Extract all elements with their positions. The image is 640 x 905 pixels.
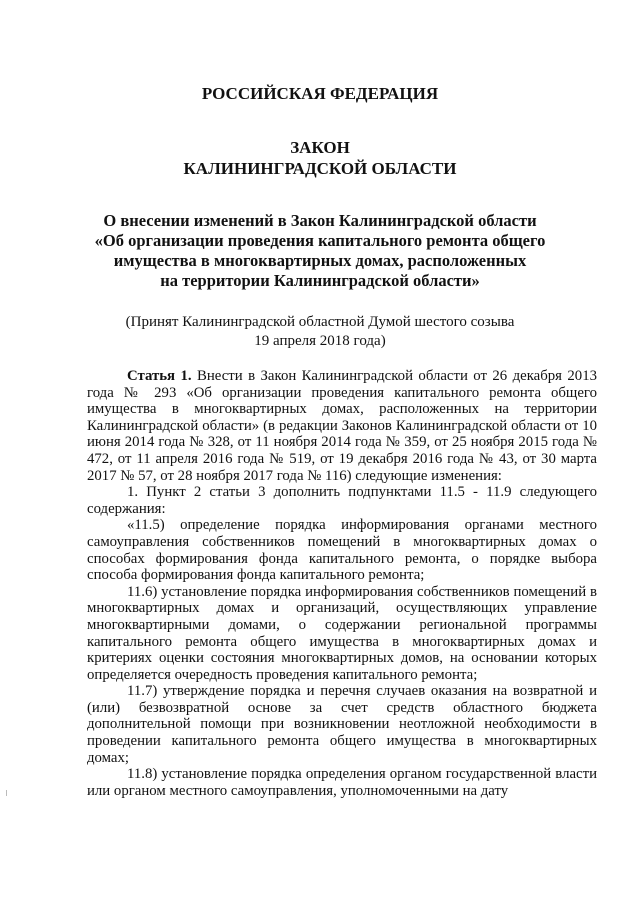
law-title-line: имущества в многоквартирных домах, расположенных <box>113 251 527 270</box>
law-title-line: на территории Калининградской области» <box>160 271 480 290</box>
region-heading: КАЛИНИНГРАДСКОЙ ОБЛАСТИ <box>183 159 457 178</box>
body-paragraph: 11.8) установление порядка определения органом государственной власти или органом местного самоуправления, уполномоченными на дату <box>87 766 597 799</box>
country-heading: РОССИЙСКАЯ ФЕДЕРАЦИЯ <box>201 84 439 103</box>
adoption-note <box>0 313 640 351</box>
law-body <box>87 368 597 799</box>
body-paragraph: 11.6) установление порядка информирования собственников помещений в многоквартирных домах и организаций, осуществляющих управление многоквартирными домами, о содержании региональной программы капитального ремонта общего имущества в многоквартирных домах и критериях оценки состояния многоквартирных домов, на основании которых определяется очередность проведения капитального ремонта; <box>87 583 597 683</box>
adoption-note-line: 19 апреля 2018 года) <box>254 333 386 349</box>
article-label: Статья 1. <box>127 368 192 384</box>
document-header <box>0 84 640 351</box>
body-paragraph: «11.5) определение порядка информирования органами местного самоуправления собственников помещений в многоквартирных домах о способах формирования фонда капитального ремонта, о порядке выбора способа формирования фонда капитального ремонта; <box>87 517 597 584</box>
law-title <box>0 211 640 291</box>
body-paragraph: 1. Пункт 2 статьи 3 дополнить подпунктами 11.5 - 11.9 следующего содержания: <box>87 484 597 517</box>
article-text: Внести в Закон Калининградской области от 26 декабря 2013 года № 293 «Об организации проведения капитального ремонта общего имущества в многоквартирных домах, расположенных на территории Калининградской области» (в редакции Законов Калининградской области от 10 июня 2014 года № 328, от 11 ноября 2014 года № 359, от 25 ноября 2015 года № 472, от 11 апреля 2016 года № 519, от 19 декабря 2016 года № 43, от 30 марта 2017 № 57, от 28 ноября 2017 года № 116) следующие изменения: <box>87 368 597 484</box>
law-heading: ЗАКОН <box>290 138 350 157</box>
adoption-note-line: (Принят Калининградской областной Думой шестого созыва <box>125 314 515 330</box>
law-title-line: «Об организации проведения капитального ремонта общего <box>94 231 546 250</box>
law-title-line: О внесении изменений в Закон Калининградской области <box>103 211 537 230</box>
body-paragraph: 11.7) утверждение порядка и перечня случаев оказания на возвратной и (или) безвозвратной основе за счет средств областного бюджета дополнительной помощи при возникновении неотложной необходимости в проведении капитального ремонта общего имущества в многоквартирных домах; <box>87 683 597 766</box>
article-1-paragraph <box>87 368 597 484</box>
scan-margin-mark <box>6 790 7 796</box>
